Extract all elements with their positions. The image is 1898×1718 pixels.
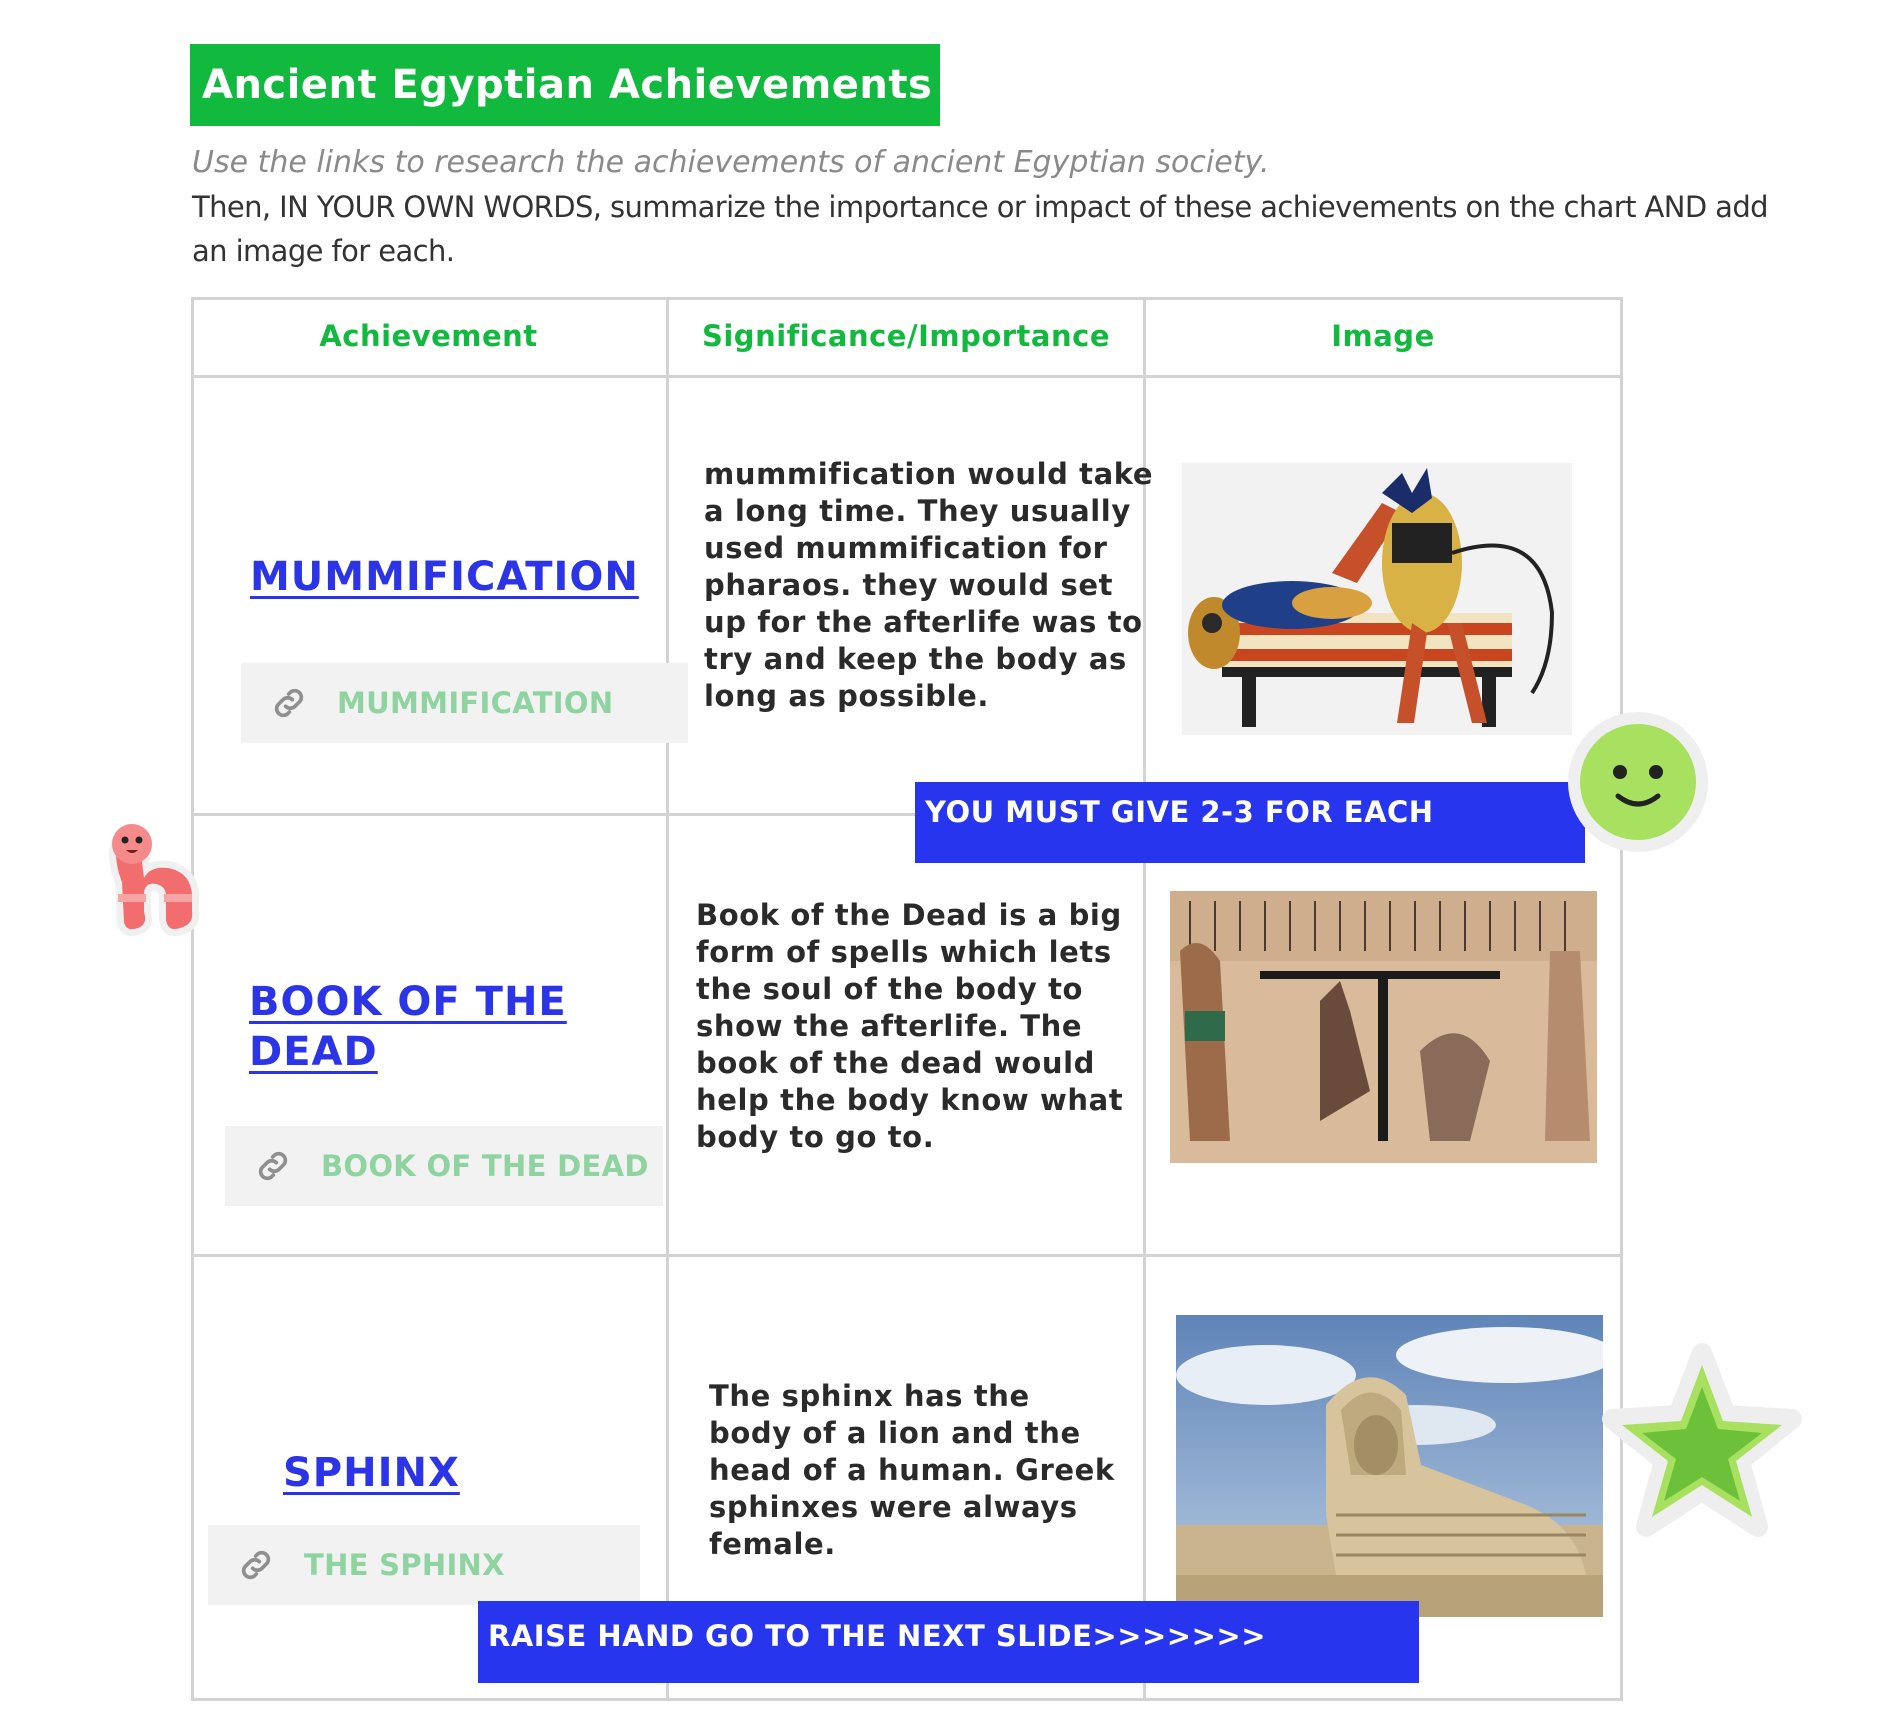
text-line: head of a human. Greek bbox=[709, 1453, 1115, 1487]
mummification-link[interactable] bbox=[250, 552, 639, 602]
link-chip-label: BOOK OF THE DEAD bbox=[321, 1149, 649, 1183]
star-sticker-icon[interactable] bbox=[1602, 1343, 1802, 1543]
book-of-the-dead-significance[interactable] bbox=[696, 897, 1123, 1156]
text-line: mummification would take bbox=[704, 457, 1154, 491]
text-line: sphinxes were always bbox=[709, 1490, 1078, 1524]
smiley-sticker-icon[interactable] bbox=[1564, 708, 1712, 856]
text-line: up for the afterlife was to bbox=[704, 605, 1143, 639]
achievement-title: MUMMIFICATION bbox=[250, 554, 639, 600]
link-chip-label: MUMMIFICATION bbox=[337, 686, 614, 720]
text-line: pharaos. they would set bbox=[704, 568, 1114, 602]
book-of-the-dead-link[interactable] bbox=[249, 977, 567, 1077]
text-line: female. bbox=[709, 1527, 836, 1561]
next-slide-banner[interactable]: RAISE HAND GO TO THE NEXT SLIDE>>>>>>> bbox=[478, 1601, 1419, 1683]
header-achievement: Achievement bbox=[319, 319, 538, 353]
sphinx-image[interactable] bbox=[1176, 1315, 1603, 1617]
text-line: form of spells which lets bbox=[696, 935, 1112, 969]
sphinx-link[interactable] bbox=[283, 1448, 460, 1498]
text-line: The sphinx has the bbox=[709, 1379, 1030, 1413]
achievement-title: SPHINX bbox=[283, 1450, 460, 1496]
row-divider bbox=[191, 1254, 1623, 1257]
text-line: help the body know what bbox=[696, 1083, 1124, 1117]
row-divider bbox=[191, 375, 1623, 378]
text-line: book of the dead would bbox=[696, 1046, 1096, 1080]
text-line: body of a lion and the bbox=[709, 1416, 1081, 1450]
text-line: show the afterlife. The bbox=[696, 1009, 1083, 1043]
text-line: Book of the Dead is a big bbox=[696, 898, 1122, 932]
achievement-title-line: DEAD bbox=[249, 1029, 378, 1075]
link-chain-icon bbox=[236, 1545, 276, 1585]
text-line: body to go to. bbox=[696, 1120, 935, 1154]
header-significance: Significance/Importance bbox=[701, 319, 1110, 353]
link-chain-icon bbox=[269, 683, 309, 723]
slide-instructions: Then, IN YOUR OWN WORDS, summarize the importance or impact of these achievements on the chart AND add an image for each. bbox=[192, 190, 1768, 268]
mummification-significance[interactable] bbox=[704, 456, 1153, 715]
mummification-link-chip[interactable] bbox=[241, 663, 688, 743]
worm-sticker-icon[interactable] bbox=[94, 802, 216, 936]
link-chip-label: THE SPHINX bbox=[304, 1548, 505, 1582]
book-of-the-dead-link-chip[interactable] bbox=[225, 1126, 663, 1206]
slide-subtitle: Use the links to research the achievements of ancient Egyptian society. bbox=[192, 145, 1270, 180]
sphinx-significance[interactable] bbox=[709, 1378, 1115, 1563]
sphinx-link-chip[interactable] bbox=[208, 1525, 640, 1605]
papyrus-judgment-image[interactable] bbox=[1170, 891, 1597, 1163]
text-line: used mummification for bbox=[704, 531, 1108, 565]
text-line: long as possible. bbox=[704, 679, 990, 713]
achievement-title-line: BOOK OF THE bbox=[249, 979, 567, 1025]
text-line: a long time. They usually bbox=[704, 494, 1131, 528]
instruction-banner[interactable]: YOU MUST GIVE 2-3 FOR EACH bbox=[915, 782, 1585, 863]
text-line: try and keep the body as bbox=[704, 642, 1127, 676]
text-line: the soul of the body to bbox=[696, 972, 1084, 1006]
slide-title: Ancient Egyptian Achievements bbox=[190, 44, 940, 126]
link-chain-icon bbox=[253, 1146, 293, 1186]
column-divider bbox=[666, 297, 669, 1701]
anubis-mummification-image[interactable] bbox=[1182, 463, 1572, 735]
header-image: Image bbox=[1331, 319, 1435, 353]
